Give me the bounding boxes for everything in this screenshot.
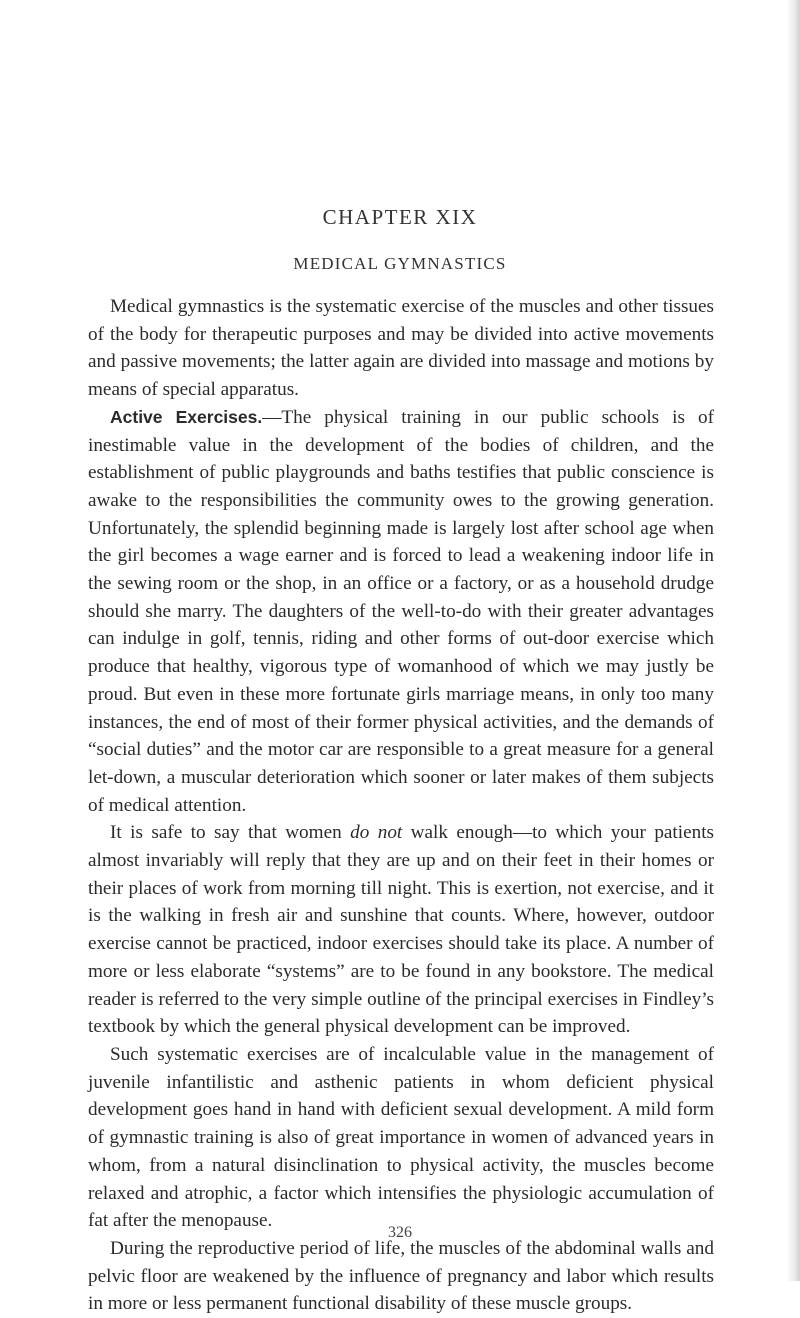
paragraph-reproductive <box>88 1235 714 1318</box>
paragraph-text: Such systematic exercises are of incalculable value in the management of juvenile infantilistic and asthenic patients in whom deficient physical development goes hand in hand with deficient sexual development. A mild form of gymnastic training is also of great importance in women of advanced years in whom, from a natural disinclination to physical activity, the muscles become relaxed and atrophic, a factor which intensifies the physiologic accumulation of fat after the menopause. <box>88 1043 714 1232</box>
paragraph-text: During the reproductive period of life, the muscles of the abdominal walls and pelvic floor are weakened by the influence of pregnancy and labor which results in more or less permanent functional disability of these muscle groups. <box>88 1237 714 1315</box>
paragraph-systematic <box>88 1041 714 1235</box>
paragraph-text: Medical gymnastics is the systematic exercise of the muscles and other tissues of the body for therapeutic purposes and may be divided into active movements and passive movements; the latter again are divided into massage and motions by means of special apparatus. <box>88 296 714 401</box>
paragraph-walking <box>88 819 714 1041</box>
page-edge-shadow <box>786 0 800 1281</box>
paragraph-active-exercises <box>88 404 714 820</box>
run-in-heading: Active Exercises. <box>110 406 263 427</box>
paragraph-intro <box>88 293 714 404</box>
page-number: 326 <box>388 1224 412 1241</box>
emphasis-text: do not <box>350 822 403 844</box>
paragraph-text: —The physical training in our public schools is of inestimable value in the development of the bodies of children, and the establishment of public playgrounds and baths testifies that public conscience is awake to the responsibilities the community owes to the growing generation. Unfortunately, the splendid beginning made is largely lost after school age when the girl becomes a wage earner and is forced to lead a weakening indoor life in the sewing room or the shop, in an office or a factory, or as a household drudge should she marry. The daughters of the well-to-do with their greater advantages can indulge in golf, tennis, riding and other forms of out-door exercise which produce that healthy, vigorous type of womanhood of which we may justly be proud. But even in these more fortunate girls marriage means, in only too many instances, the end of most of their former physical activities, and the demands of “social duties” and the motor car are responsible to a great measure for a general let-down, a muscular deterioration which sooner or later makes of them subjects of medical attention. <box>88 406 714 816</box>
chapter-heading: CHAPTER XIX <box>322 205 478 229</box>
chapter-title: MEDICAL GYMNASTICS <box>293 254 507 273</box>
paragraph-text-before: It is safe to say that women <box>110 822 351 844</box>
paragraph-text-after: walk enough—to which your patients almost invariably will reply that they are up and on their feet in their homes or their places of work from morning till night. This is exertion, not exercise, and it is the walking in fresh air and sunshine that counts. Where, however, outdoor exercise cannot be practiced, indoor exercises should take its place. A number of more or less elaborate “systems” are to be found in any bookstore. The medical reader is referred to the very simple outline of the principal exercises in Findley’s textbook by which the general physical development can be improved. <box>88 822 715 1038</box>
body-text <box>88 293 714 1318</box>
